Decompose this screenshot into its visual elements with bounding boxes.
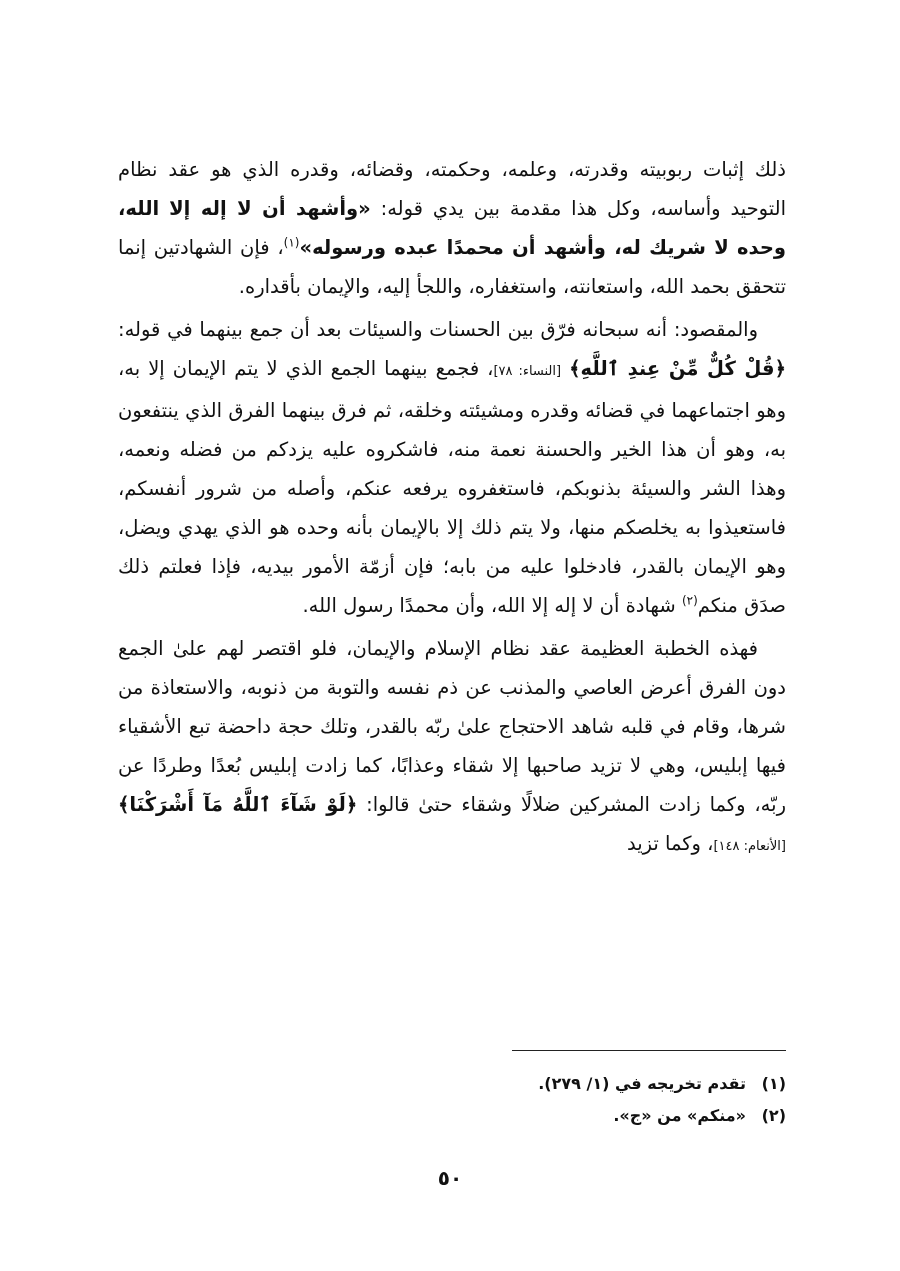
paragraph-2-intro: والمقصود: أنه سبحانه فرّق بين الحسنات والسيئات بعد أن جمع بينهما في قوله: (118, 318, 758, 341)
footnote-divider (512, 1050, 786, 1051)
paragraph-3-end: ، وكما تزيد (626, 832, 714, 855)
footnote-text: تقدم تخريجه في (١/ ٢٧٩). (538, 1074, 746, 1093)
paragraph-2 (118, 310, 786, 625)
paragraph-2-body: ، فجمع بينهما الجمع الذي لا يتم الإيمان إلا به، وهو اجتماعهما في قضائه وقدره ومشيئته وخلقه، ثم فرق بينهما الفرق الذي ينتفعون به، وهو أن هذا الخير والحسنة نعمة منه، فاشكروه عليه يزدكم من فضله ونعمه، وهذا الشر والسيئة بذنوبكم، فاستغفروه يرفعه عنكم، وأصله من شرور أنفسكم، فاستعيذوا به يخلصكم منها، ولا يتم ذلك إلا بالإيمان بأنه وحده هو الذي يهدي ويضل، وهو الإيمان بالقدر، فادخلوا عليه من بابه؛ فإن أزمّة الأمور بيديه، فإذا فعلتم ذلك صدَق منكم (118, 357, 786, 617)
paragraph-1-line-2: نظام التوحيد وأساسه، وكل هذا مقدمة بين يدي قوله: (118, 158, 786, 220)
paragraph-1-line-1: ذلك إثبات ربوبيته وقدرته، وعلمه، وحكمته، وقضائه، وقدره الذي هو عقد (168, 158, 786, 181)
footnote-ref-2[interactable]: (٢) (681, 593, 698, 608)
footnotes (538, 1068, 786, 1132)
footnote-number: (١) (761, 1074, 786, 1093)
quran-reference-2: [الأنعام: ١٤٨] (713, 839, 786, 854)
footnote-1 (538, 1068, 786, 1100)
footnote-text: «منكم» من «ج». (613, 1106, 746, 1125)
quran-verse-2: ﴿لَوْ شَآءَ ٱللَّهُ مَآ أَشْرَكْنَا﴾ (118, 793, 358, 816)
paragraph-1-line-3: ، فإن الشهادتين (153, 236, 284, 259)
paragraph-3 (118, 629, 786, 866)
hadith-quote-start: «وأشهد أن لا إله إلا (169, 197, 371, 220)
footnote-number: (٢) (761, 1106, 786, 1125)
quran-reference-1: [النساء: ٧٨] (493, 364, 562, 379)
paragraph-3-body: فهذه الخطبة العظيمة عقد نظام الإسلام والإيمان، فلو اقتصر لهم علىٰ الجمع دون الفرق أعرض العاصي والمذنب عن ذم نفسه والتوبة من ذنوبه، والاستعاذة من شرها، وقام في قلبه شاهد الاحتجاج علىٰ ربّه بالقدر، وتلك حجة داحضة تبع الأشقياء فيها إبليس، وهي لا تزيد صاحبها إلا شقاء وعذابًا، كما زادت إبليس بُعدًا وطردًا عن ربّه، وكما زادت المشركين ضلالًا وشقاء حتىٰ قالوا: (118, 637, 786, 816)
footnote-ref-1[interactable]: (١) (283, 235, 300, 250)
paragraph-1-line-4: إنما تتحقق بحمد الله، واستعانته، واستغفاره، واللجأ إليه، والإيمان بأقداره. (118, 236, 786, 298)
quran-verse-1: ﴿قُلْ كُلٌّ مِّنْ عِندِ ٱللَّهِ﴾ (569, 357, 786, 380)
page-number: ٥٠ (437, 1166, 463, 1190)
paragraph-1 (118, 150, 786, 306)
page-body (118, 150, 786, 866)
hadith-quote-end: الله، وحده لا شريك له، وأشهد أن محمدًا عبده ورسوله» (118, 197, 786, 259)
paragraph-2-end: شهادة أن لا إله إلا الله، وأن محمدًا رسول الله. (302, 594, 682, 617)
footnote-2 (538, 1100, 786, 1132)
